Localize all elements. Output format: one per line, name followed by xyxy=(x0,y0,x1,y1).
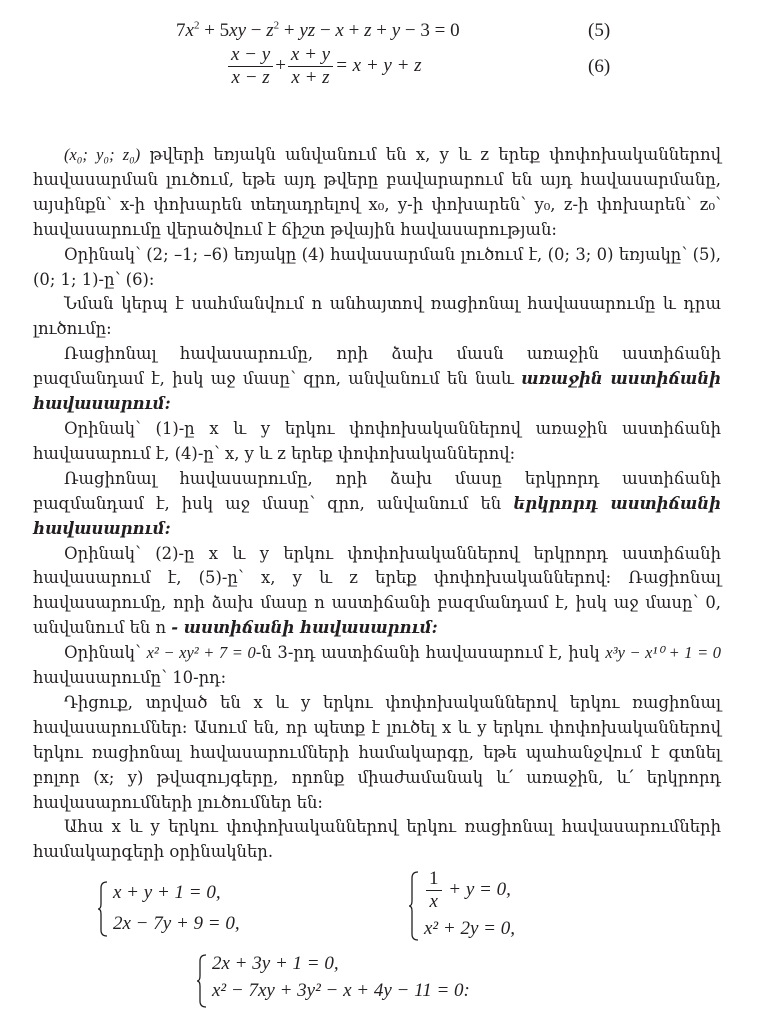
fraction-2 xyxy=(288,44,333,89)
paragraph-second-degree-definition xyxy=(33,467,721,542)
numerator: x + y xyxy=(288,44,333,67)
equation-number-6: (6) xyxy=(588,56,611,77)
brace-icon xyxy=(97,880,109,943)
paragraph-text: -ն 3-րդ աստիճանի հավասարում է, իսկ xyxy=(255,643,606,663)
paragraph-text: Ռացիոնալ հավասարումը, որի ձախ մասն առաջին աստիճանի բազմանդամ է, իսկ աջ մասը՝ զրո, անվանում են նաև xyxy=(33,344,721,389)
equation-6 xyxy=(226,44,422,89)
system-2-line-1 xyxy=(424,868,511,913)
paragraph-text: թվերի եռյակն անվանում են x, y և z երեք փոփոխականներով հավասարման լուծում, եթե այդ թվերը բավարարում են այդ հավասարմանը, այսինքն՝ x-ի փոխարեն տեղադրելով x₀, y-ի փոխարեն՝ y₀, z-ի փոխարեն՝ z₀՝ հավասարումը վերածվում է ճիշտ թվային հավասարության: xyxy=(33,145,721,239)
right-hand-side: = x + y + z xyxy=(335,54,422,76)
equation-number-5: (5) xyxy=(588,20,611,41)
paragraph-text: հավասարումը՝ 10-րդ: xyxy=(33,668,227,688)
paragraph-text: Օրինակ՝ (2)-ը x և y երկու փոփոխականներով երկրորդ աստիճանի հավասարում է, (5)-ը՝ x, y և z երեք փոփոխականներով: Ռացիոնալ հավասարումը, որի ձախ մասը n աստիճանի բազմանդամ է, իսկ աջ մասը՝ 0, անվանում են n xyxy=(33,543,721,638)
system-3 xyxy=(196,953,596,1013)
equation-5: $7x^2 + 5xy - z^2$ + yz − x + z + y − 3 = 0 xyxy=(176,19,460,41)
fraction xyxy=(426,868,442,913)
fraction-1 xyxy=(228,44,273,89)
line-rest: + y = 0, xyxy=(443,878,511,900)
paragraph-text: Օրինակ՝ xyxy=(64,643,147,663)
denominator: x − z xyxy=(231,67,270,88)
defined-term: առաջին աստիճանի հավասարում: xyxy=(33,369,721,414)
triple: (x₀; y₀; z₀) xyxy=(64,145,141,164)
defined-term: երկրորդ աստիճանի հավասարում: xyxy=(33,493,721,538)
system-3-line-2: x² − 7xy + 3y² − x + 4y − 11 = 0: xyxy=(212,980,470,1001)
defined-term: - աստիճանի հավասարում: xyxy=(171,618,438,638)
brace-icon xyxy=(408,868,420,949)
numerator: x − y xyxy=(228,44,273,67)
inline-equation: x² − xy² + 7 = 0 xyxy=(146,643,256,663)
body-text xyxy=(33,143,721,865)
paragraph-example-2: Օրինակ՝ (1)-ը x և y երկու փոփոխականներով առաջին աստիճանի հավասարում է, (4)-ը՝ x, y և z երեք փոփոխականներով: xyxy=(33,418,721,463)
system-1-line-1: x + y + 1 = 0, xyxy=(113,882,221,903)
paragraph-system-examples-intro: Ահա x և y երկու փոփոխականներով երկու ռացիոնալ հավասարումների համակարգերի օրինակներ. xyxy=(33,817,721,862)
paragraph-solution-definition xyxy=(33,143,721,243)
paragraph-system-definition: Դիցուք, տրված են x և y երկու փոփոխականներով երկու ռացիոնալ հավասարումներ: Ասում են, որ պետք է լուծել x և y երկու փոփոխականներով երկու ռացիոնալ հավասարումների համակարգը, եթե պահանջվում է գտնել բոլոր (x; y) թվազույգերը, որոնք միաժամանակ և՛ առաջին, և՛ երկրորդ հավասարումների լուծումներ են: xyxy=(33,692,721,812)
paragraph-example-3 xyxy=(33,641,721,691)
paragraph-first-degree-definition xyxy=(33,342,721,417)
system-2-line-2: x² + 2y = 0, xyxy=(424,918,515,939)
paragraph-n-degree-definition xyxy=(33,542,721,642)
system-2 xyxy=(408,868,628,948)
paragraph-n-unknowns: Նման կերպ է սահմանվում n անհայտով ռացիոնալ հավասարումը և դրա լուծումը: xyxy=(33,294,721,339)
numerator: 1 xyxy=(426,868,442,891)
brace-icon xyxy=(196,953,208,1014)
denominator: x xyxy=(429,891,438,912)
system-3-line-1: 2x + 3y + 1 = 0, xyxy=(212,953,339,974)
system-1 xyxy=(97,880,317,940)
denominator: x + z xyxy=(291,67,330,88)
system-1-line-2: 2x − 7y + 9 = 0, xyxy=(113,913,240,934)
inline-equation: x³y − x¹⁰ + 1 = 0 xyxy=(605,643,722,663)
plus-sign: + xyxy=(275,54,286,76)
paragraph-text: Ռացիոնալ հավասարումը, որի ձախ մասը երկրորդ աստիճանի բազմանդամ է, իսկ աջ մասը՝ զրո, անվանում են xyxy=(33,468,721,513)
paragraph-example-1: Օրինակ՝ (2; –1; –6) եռյակը (4) հավասարման լուծում է, (0; 3; 0) եռյակը՝ (5), (0; 1; 1)-ը՝ (6): xyxy=(33,244,721,289)
